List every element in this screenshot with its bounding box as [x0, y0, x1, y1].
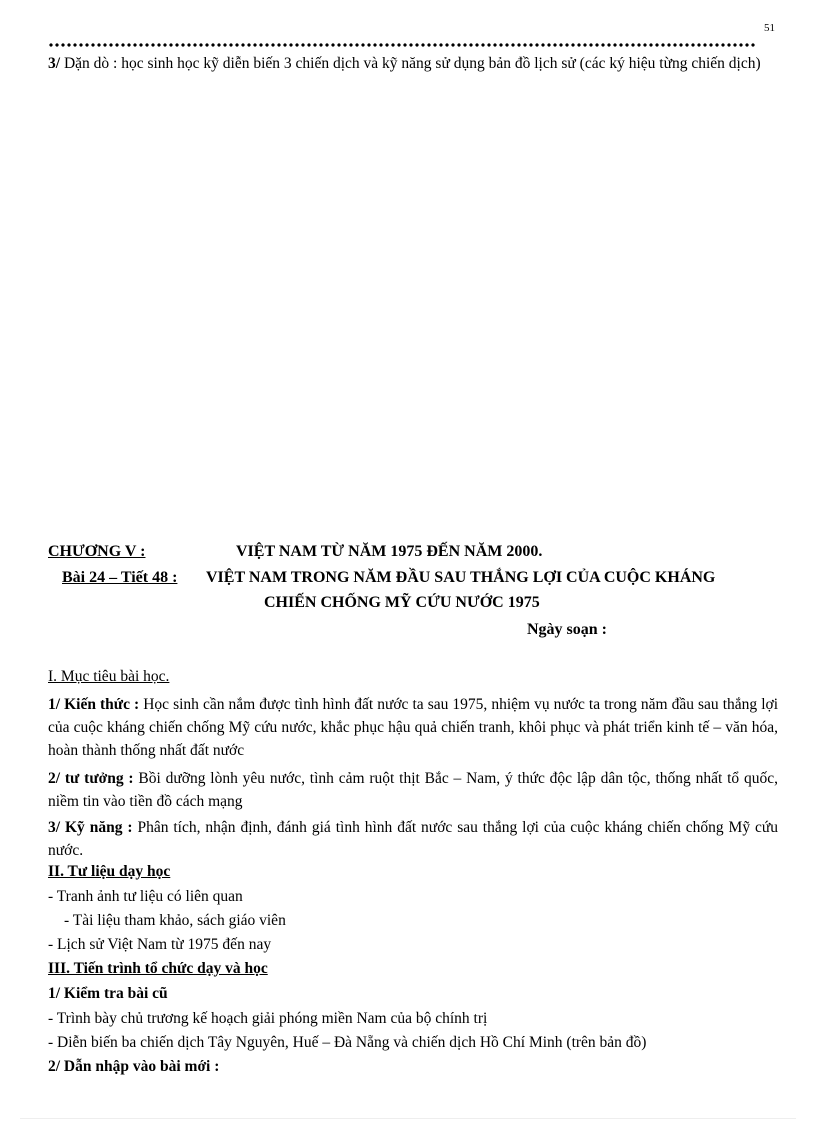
dotted-separator — [48, 43, 756, 47]
section2-heading: II. Tư liệu dạy học — [48, 863, 171, 880]
knowledge-paragraph — [48, 693, 778, 762]
skill-paragraph — [48, 816, 778, 862]
chapter-label-line — [48, 543, 145, 561]
homework-label: 3/ — [48, 55, 61, 72]
lesson-label-line — [62, 569, 177, 587]
section2-heading-line — [48, 863, 170, 881]
knowledge-label: 1/ Kiến thức : — [48, 696, 140, 713]
lesson-label: Bài 24 – Tiết 48 : — [62, 569, 178, 586]
lesson-title-line1: VIỆT NAM TRONG NĂM ĐẦU SAU THẮNG LỢI CỦA CUỘC KHÁNG — [206, 569, 716, 586]
thought-text: Bồi dưỡng lònh yêu nước, tình cảm ruột thịt Bắc – Nam, ý thức độc lập dân tộc, thống nhất tổ quốc, niềm tin vào tiền đồ cách mạng — [48, 770, 778, 810]
review-label: 1/ Kiểm tra bài cũ — [48, 985, 168, 1002]
list-item: - Tranh ảnh tư liệu có liên quan — [48, 888, 243, 905]
knowledge-text: Học sinh cần nắm được tình hình đất nước ta sau 1975, nhiệm vụ nước ta trong năm đầu sau thắng lợi của cuộc kháng chiến chống Mỹ cứu nước, khắc phục hậu quả chiến tranh, khôi phục và phát triển kinh tế – văn hóa, hoàn thành thống nhất đất nước — [48, 696, 779, 759]
list-item: - Tài liệu tham khảo, sách giáo viên — [64, 912, 286, 929]
list-item: - Trình bày chủ trương kế hoạch giải phóng miền Nam của bộ chính trị — [48, 1010, 488, 1027]
page-number: 51 — [764, 22, 775, 34]
thought-paragraph — [48, 767, 778, 813]
list-item: - Diễn biến ba chiến dịch Tây Nguyên, Huế – Đà Nẵng và chiến dịch Hồ Chí Minh (trên bản đồ) — [48, 1034, 647, 1051]
skill-label: 3/ Kỹ năng : — [48, 819, 133, 836]
section1-heading: I. Mục tiêu bài học. — [48, 668, 170, 685]
thought-label: 2/ tư tưởng : — [48, 770, 134, 787]
list-item: - Lịch sử Việt Nam từ 1975 đến nay — [48, 936, 272, 953]
section3-heading: III. Tiến trình tổ chức dạy và học — [48, 960, 268, 977]
date-label: Ngày soạn : — [527, 621, 608, 638]
homework-text: Dặn dò : học sinh học kỹ diễn biến 3 chiến dịch và kỹ năng sử dụng bản đồ lịch sử (các ký hiệu từng chiến dịch) — [63, 55, 761, 72]
lesson-title-line2: CHIẾN CHỐNG MỸ CỨU NƯỚC 1975 — [264, 594, 540, 611]
skill-text: Phân tích, nhận định, đánh giá tình hình đất nước sau thắng lợi của cuộc kháng chiến chống Mỹ cứu nước. — [48, 819, 779, 859]
section1-heading-line — [48, 668, 169, 686]
chapter-title: VIỆT NAM TỪ NĂM 1975 ĐẾN NĂM 2000. — [236, 543, 543, 560]
chapter-label: CHƯƠNG V : — [48, 543, 146, 560]
section3-heading-line — [48, 960, 268, 978]
intro-label: 2/ Dẫn nhập vào bài mới : — [48, 1058, 220, 1075]
bottom-border — [20, 1118, 796, 1119]
homework-paragraph — [48, 52, 778, 75]
